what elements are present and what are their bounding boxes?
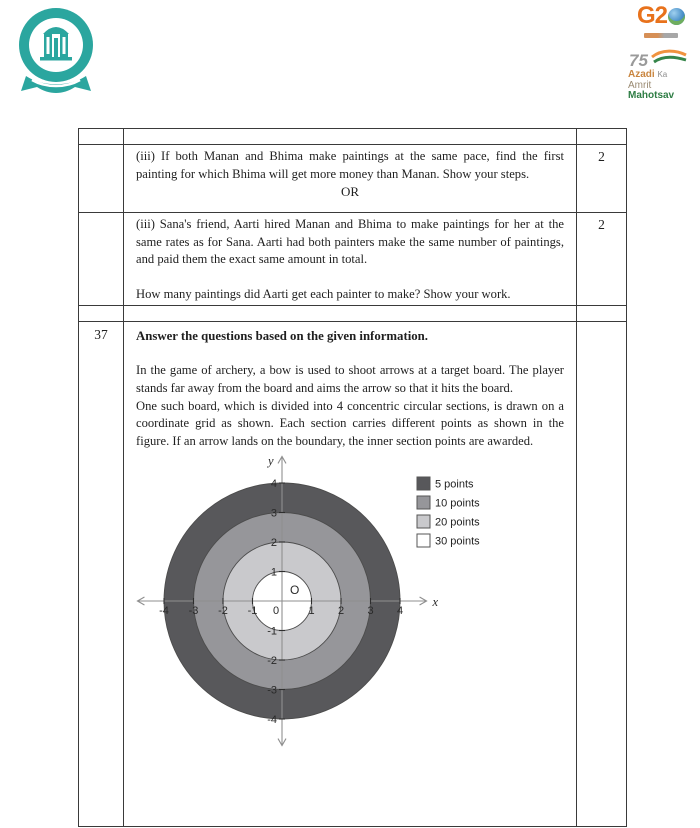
marks-value [577,322,626,826]
question-36-iii-alt-text: (iii) Sana's friend, Aarti hired Manan and Bhima to make paintings for her at the same rates as for Sana. Aarti had both painters make the same number of paintings, and paid them the exact same amount in total. [136,217,564,267]
legend-swatch [417,534,430,547]
question-37-number: 37 [79,322,124,826]
amrit-75-flag-icon [628,48,690,71]
x-tick-label: 4 [396,605,404,618]
question-table [78,128,627,827]
amrit-line2: Amrit Mahotsav [628,80,675,101]
question-36-iii-row [79,144,626,212]
x-tick-label: 2 [337,605,345,618]
legend-label: 20 points [435,516,480,529]
g20-subtext-mark [644,33,678,38]
marks-value: 2 [598,149,605,164]
body-cell [124,306,577,321]
legend-swatch [417,477,430,490]
number-cell [79,145,124,212]
question-36-iii-alt-row [79,212,626,305]
question-37-heading: Answer the questions based on the given information. [136,329,428,344]
x-tick-label: -1 [247,605,258,618]
body-cell [124,322,577,826]
amrit-line1: Azadi Ka [628,69,668,80]
body-cell [124,145,577,212]
g20-text: G2 [636,2,667,29]
y-axis-label: y [268,454,274,469]
y-tick-label: -2 [267,655,277,668]
cbse-emblem-icon [10,4,100,102]
x-tick-label: -3 [188,605,199,618]
legend-label: 30 points [435,535,480,548]
legend-swatch [417,515,430,528]
origin-label: O [290,583,300,598]
y-tick-label: -4 [267,714,277,727]
x-tick-label: 3 [367,605,374,618]
y-tick-label: 4 [270,478,277,491]
number-cell [79,129,124,144]
y-tick-label: 2 [270,537,277,550]
question-37-para1: In the game of archery, a bow is used to shoot arrows at a target board. The player stands far away from the board and aims the arrow so that it hits the board. [136,363,564,395]
x-tick-label: 1 [308,605,315,618]
y-tick-label: -3 [267,684,277,697]
x-tick-label: -2 [218,605,228,618]
x-axis-label: x [432,595,439,610]
table-spacer-row [79,305,626,321]
target-board-diagram [129,454,499,759]
x-tick-label: -4 [159,605,169,618]
question-36-iii-text: (iii) If both Manan and Bhima make paintings at the same pace, find the first painting for which Bhima will get more money than Manan. Show your steps. [136,149,564,181]
body-cell [124,213,577,305]
y-tick-label: -1 [267,625,277,638]
amrit-mahotsav-logo [628,48,700,101]
y-tick-label: 1 [270,566,277,579]
legend-label: 5 points [435,478,474,491]
legend-swatch [417,496,430,509]
marks-value: 2 [598,217,605,232]
cbse-logo [10,4,100,102]
body-cell [124,129,577,144]
question-37-para2: One such board, which is divided into 4 concentric circular sections, is drawn on a coordinate grid as shown. Each section carries different points as shown in the figure. If an arrow lands on the boundary, the inner section points are awarded. [136,398,564,448]
g20-logo [626,2,696,38]
marks-cell [577,306,626,321]
or-separator: OR [340,184,360,200]
number-cell [79,213,124,305]
g20-globe-icon [668,8,685,25]
number-cell [79,306,124,321]
y-tick-label: 3 [270,507,277,520]
marks-cell [577,129,626,144]
flag-green-swoosh [654,57,686,62]
x-tick-label: 0 [272,605,280,618]
svg-text:75: 75 [629,51,648,70]
question-37-row [79,321,626,826]
legend-label: 10 points [435,497,480,510]
question-36-iii-alt-text2: How many paintings did Aarti get each painter to make? Show your work. [136,286,511,301]
table-spacer-row [79,129,626,144]
